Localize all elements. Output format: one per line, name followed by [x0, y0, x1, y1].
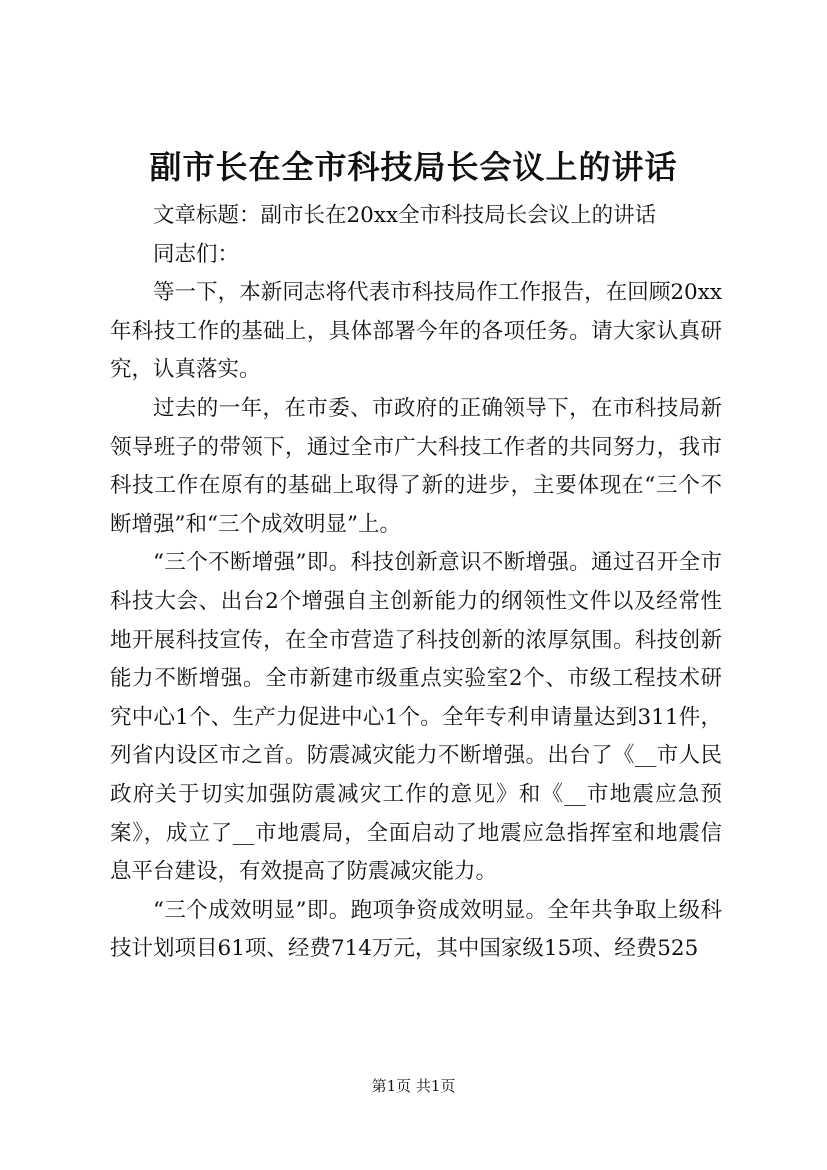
page-number-footer: 第1页 共1页 [371, 1077, 456, 1095]
paragraph-review: 过去的一年，在市委、市政府的正确领导下，在市科技局新领导班子的带领下，通过全市广大科技工作者的共同努力，我市科技工作在原有的基础上取得了新的进步，主要体现在“三个不断增强”和“三个成效明显”上。 [110, 395, 722, 537]
salutation: 同志们： [153, 241, 240, 267]
document-body [110, 197, 722, 969]
paragraph-three-results: “三个成效明显”即。跑项争资成效明显。全年共争取上级科技计划项目61项、经费714万元，其中国家级15项、经费525 [110, 897, 722, 962]
paragraph-three-enhancements: “三个不断增强”即。科技创新意识不断增强。通过召开全市科技大会、出台2个增强自主创新能力的纲领性文件以及经常性地开展科技宣传，在全市营造了科技创新的浓厚氛围。科技创新能力不断增强。全市新建市级重点实验室2个、市级工程技术研究中心1个、生产力促进中心1个。全年专利申请量达到311件，列省内设区市之首。防震减灾能力不断增强。出台了《__市人民政府关于切实加强防震减灾工作的意见》和《__市地震应急预案》，成立了__市地震局，全面启动了地震应急指挥室和地震信息平台建设，有效提高了防震减灾能力。 [110, 550, 722, 885]
document-title: 副市长在全市科技局长会议上的讲话 [149, 148, 678, 186]
article-title-line: 文章标题：副市长在20xx全市科技局长会议上的讲话 [153, 203, 657, 228]
paragraph-intro: 等一下，本新同志将代表市科技局作工作报告，在回顾20xx年科技工作的基础上，具体部署今年的各项任务。请大家认真研究，认真落实。 [110, 280, 722, 383]
